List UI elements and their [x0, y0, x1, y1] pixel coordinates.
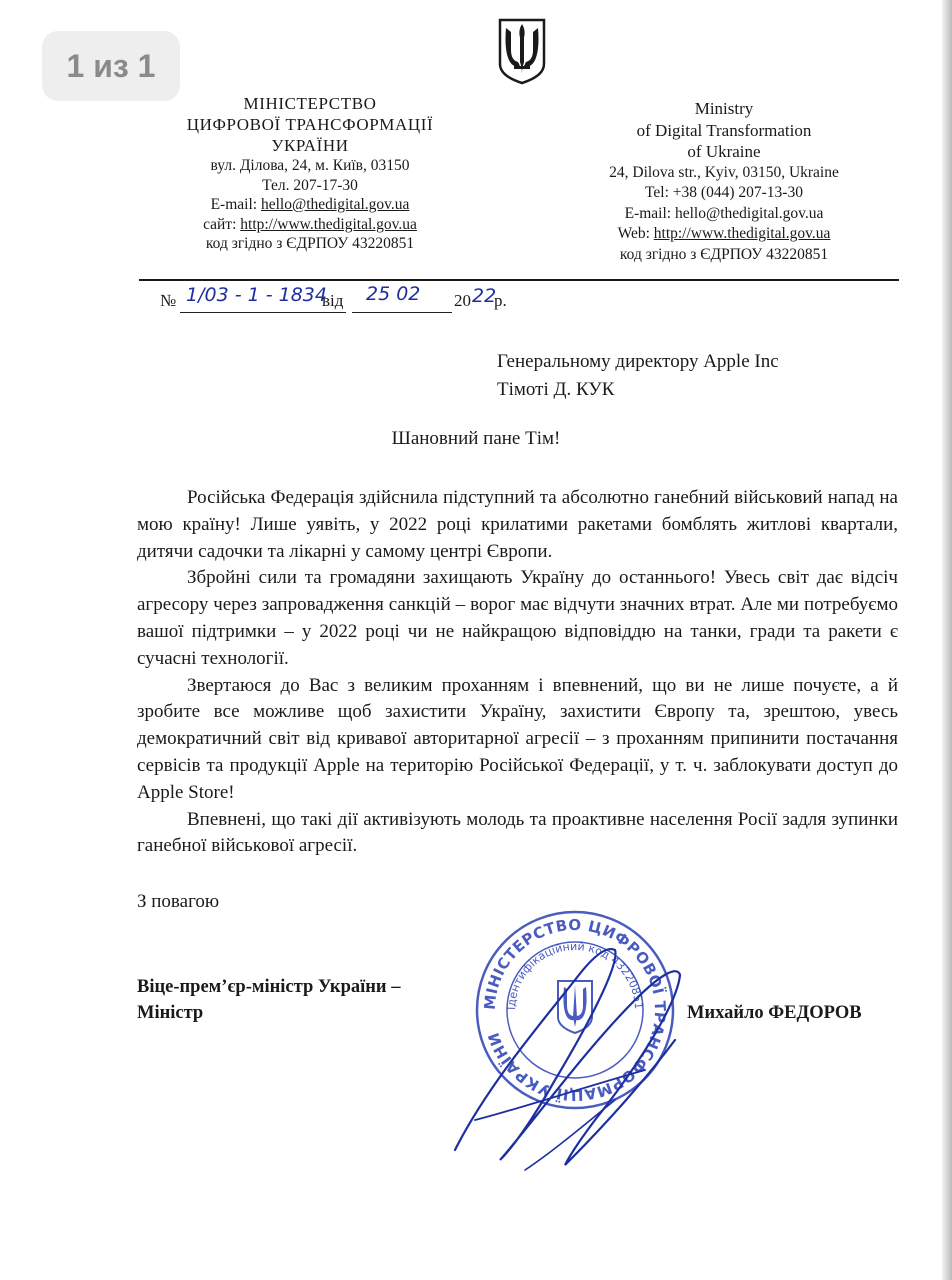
- handwritten-signature-icon: [415, 920, 715, 1190]
- registration-number-handwritten: 1/03 - 1 - 1834: [186, 284, 327, 306]
- signer-name: Михайло ФЕДОРОВ: [687, 1003, 862, 1023]
- addressee-name: Тімоті Д. КУК: [497, 379, 615, 400]
- year-prefix: 20: [454, 291, 471, 310]
- page-counter-badge: [42, 31, 180, 101]
- email-link[interactable]: hello@thedigital.gov.ua: [260, 196, 410, 213]
- web-label: Web:: [617, 225, 654, 242]
- ministry-email-line: [140, 195, 480, 215]
- page-counter-text: 1 из 1: [66, 47, 156, 84]
- number-label: №: [160, 291, 177, 310]
- year-handwritten: 22: [472, 285, 497, 307]
- number-underline: [180, 312, 346, 313]
- page-edge-shadow: [942, 0, 952, 1280]
- letter-body: [137, 485, 898, 860]
- email-label: E-mail:: [210, 196, 261, 213]
- body-paragraph: Впевнені, що такі дії активізують молодь та проактивне населення Росії задля зупинки ганебної військової агресії.: [137, 808, 898, 857]
- stamp-inner-text: Ідентифікаційний код 43220851: [504, 939, 646, 1011]
- addressee-block: [497, 348, 779, 404]
- ministry-name-line: ЦИФРОВОЇ ТРАНСФОРМАЦІЇ: [186, 115, 434, 134]
- year-suffix: р.: [494, 291, 507, 310]
- ministry-edrpou-code: код згідно з ЄДРПОУ 43220851: [205, 235, 415, 252]
- header-divider: [139, 279, 899, 281]
- body-paragraph: Звертаюся до Вас з великим проханням і впевнений, що ви не лише почуєте, а й зробите все можливе щоб захистити Україну, захистити Європу та, зрештою, увесь демократичний світ від кривавої авторитарної агресії – з проханням припинити постачання сервісів та продукції Apple на територію Російської Федерації, у т. ч. заблокувати доступ до Apple Store!: [137, 674, 898, 803]
- ministry-name-line: of Digital Transformation: [636, 120, 812, 140]
- ministry-name-line: of Ukraine: [687, 142, 761, 161]
- ministry-email-line: E-mail: hello@thedigital.gov.ua: [624, 204, 824, 222]
- site-link[interactable]: http://www.thedigital.gov.ua: [240, 215, 417, 233]
- ministry-name-line: Ministry: [694, 99, 754, 118]
- web-link[interactable]: http://www.thedigital.gov.ua: [653, 225, 831, 242]
- addressee-title: Генеральному директору Apple Inc: [497, 351, 779, 372]
- site-label: сайт:: [203, 215, 241, 233]
- date-label: від: [322, 291, 344, 310]
- date-underline: [352, 312, 452, 313]
- date-handwritten: 25 02: [366, 283, 421, 305]
- ministry-name-line: МІНІСТЕРСТВО: [243, 94, 377, 113]
- ministry-address: 24, Dilova str., Kyiv, 03150, Ukraine: [609, 163, 839, 181]
- trident-emblem-icon: [494, 16, 550, 86]
- position-line: Міністр: [137, 1003, 204, 1023]
- stamp-outer-text: МІНІСТЕРСТВО ЦИФРОВОЇ ТРАНСФОРМАЦІЇ УКРАЇНИ: [480, 915, 670, 1105]
- signer-position: [137, 974, 400, 1026]
- ministry-site-line: [140, 215, 480, 235]
- ministry-name-line: УКРАЇНИ: [271, 136, 349, 155]
- position-line: Віце-прем’єр-міністр України –: [137, 977, 401, 997]
- ministry-header-english: [560, 98, 888, 265]
- ministry-phone: Tel: +38 (044) 207-13-30: [645, 184, 803, 201]
- closing-phrase: З повагою: [137, 891, 220, 912]
- ministry-address: вул. Ділова, 24, м. Київ, 03150: [210, 157, 410, 174]
- salutation: Шановний пане Тім!: [391, 428, 561, 449]
- ministry-phone: Тел. 207-17-30: [262, 176, 358, 194]
- ministry-web-line: [560, 224, 888, 245]
- ministry-header-ukrainian: [140, 93, 480, 254]
- body-paragraph: Збройні сили та громадяни захищають Україну до останнього! Увесь світ дає відсіч агресору через запровадження санкцій – ворог має відчути значних втрат. Але ми потребуємо вашої підтримки – у 2022 році чи не найкращою відповіддю на танки, гради та ракети є сучасні технології.: [137, 567, 898, 669]
- ministry-edrpou-code: код згідно з ЄДРПОУ 43220851: [619, 245, 829, 263]
- body-paragraph: Російська Федерація здійснила підступний та абсолютно ганебний військовий напад на мою країну! Лише уявіть, у 2022 році крилатими ракетами бомблять житлові квартали, дитячи садочки та лікарні у самому центрі Європи.: [137, 487, 898, 562]
